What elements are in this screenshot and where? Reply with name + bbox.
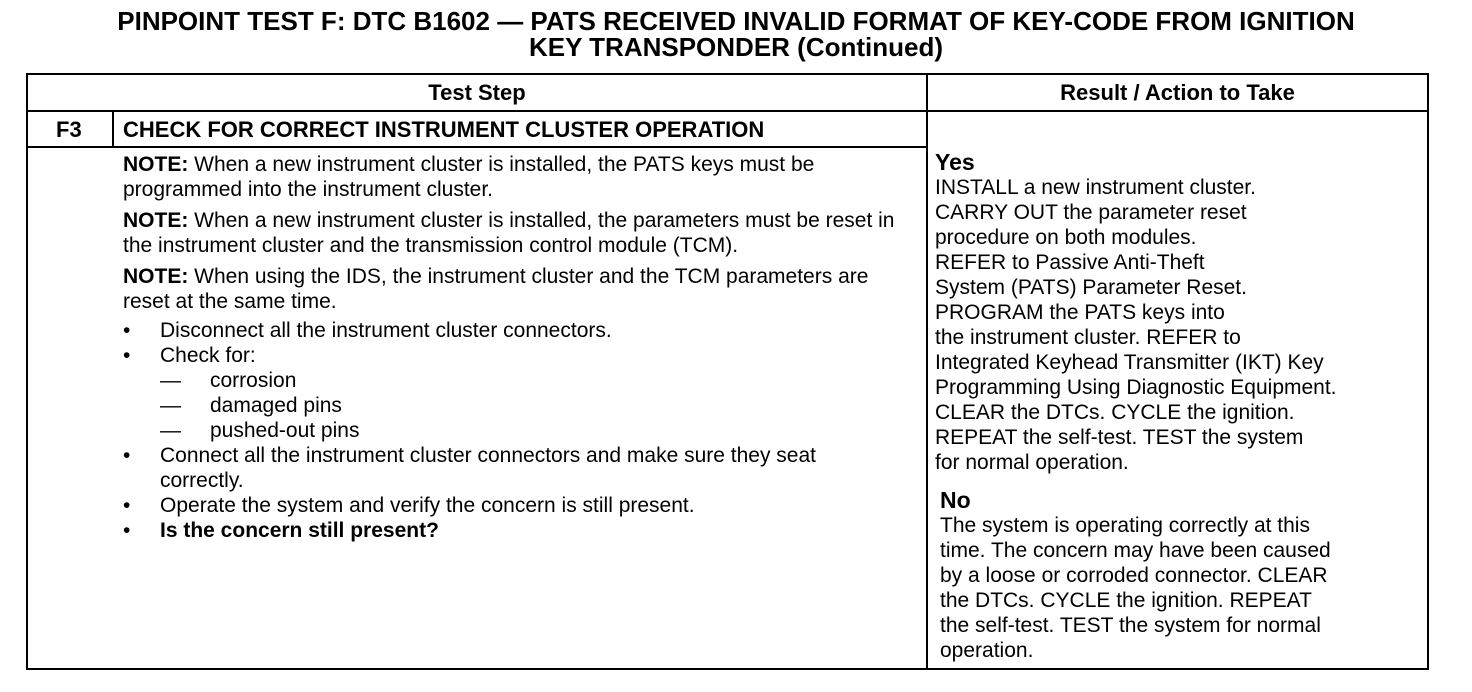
page-title (0, 8, 1472, 60)
result-line: Programming Using Diagnostic Equipment. (935, 376, 1337, 399)
bullet-text: Disconnect all the instrument cluster connectors. (160, 319, 612, 342)
result-line: operation. (940, 639, 1034, 662)
dash-text: damaged pins (210, 394, 342, 417)
note-text: When a new instrument cluster is installed, the parameters must be reset in the instrument cluster and the transmission control module (TCM). (123, 209, 895, 257)
dash-icon: — (160, 369, 181, 392)
dash-text: pushed-out pins (210, 419, 360, 442)
dash-item (123, 368, 913, 393)
dash-item (123, 418, 913, 443)
note-label: NOTE: (123, 265, 189, 288)
dash-item (123, 393, 913, 418)
title-line-1: PINPOINT TEST F: DTC B1602 — PATS RECEIVED INVALID FORMAT OF KEY-CODE FROM IGNITION (117, 6, 1355, 36)
dash-icon: — (160, 394, 181, 417)
header-divider (26, 110, 1429, 112)
result-line: the instrument cluster. REFER to (935, 326, 1241, 349)
title-line-2: KEY TRANSPONDER (Continued) (528, 32, 944, 62)
result-line: time. The concern may have been caused (940, 539, 1331, 562)
column-divider (926, 73, 928, 670)
bullet-text: Connect all the instrument cluster connectors and make sure they seat correctly. (160, 444, 817, 492)
result-line: CARRY OUT the parameter reset (935, 201, 1247, 224)
header-result-action: Result / Action to Take (1060, 80, 1295, 105)
result-line: procedure on both modules. (935, 226, 1197, 249)
result-line: PROGRAM the PATS keys into (935, 301, 1225, 324)
result-no (940, 487, 1425, 663)
note-label: NOTE: (123, 153, 189, 176)
result-yes (935, 149, 1425, 475)
result-line: System (PATS) Parameter Reset. (935, 276, 1247, 299)
bullet-icon: • (123, 444, 131, 467)
bullet-text: Operate the system and verify the concern is still present. (160, 494, 695, 517)
result-line: INSTALL a new instrument cluster. (935, 176, 1256, 199)
note-text: When using the IDS, the instrument cluster and the TCM parameters are reset at the same time. (123, 265, 869, 313)
result-line: REPEAT the self-test. TEST the system (935, 426, 1304, 449)
step-id: F3 (56, 117, 82, 142)
dash-icon: — (160, 419, 181, 442)
dash-text: corrosion (210, 369, 297, 392)
note-label: NOTE: (123, 209, 189, 232)
bullet-item-question (123, 518, 913, 543)
result-line: for normal operation. (935, 451, 1129, 474)
result-line: the DTCs. CYCLE the ignition. REPEAT (940, 589, 1312, 612)
result-line: Integrated Keyhead Transmitter (IKT) Key (935, 351, 1324, 374)
result-line: The system is operating correctly at this (940, 514, 1310, 537)
no-label: No (940, 487, 971, 513)
bullet-icon: • (123, 494, 131, 517)
bullet-icon: • (123, 319, 131, 342)
note-3 (123, 264, 913, 314)
bullet-item (123, 343, 913, 368)
bullet-text: Check for: (160, 344, 256, 367)
result-line: the self-test. TEST the system for normal (940, 614, 1321, 637)
note-text: When a new instrument cluster is installed, the PATS keys must be programmed into the instrument cluster. (123, 153, 815, 201)
result-line: REFER to Passive Anti-Theft (935, 251, 1205, 274)
test-step-body (123, 152, 913, 543)
bullet-icon: • (123, 519, 131, 542)
result-line: CLEAR the DTCs. CYCLE the ignition. (935, 401, 1295, 424)
bullet-text: Is the concern still present? (160, 519, 439, 542)
bullet-icon: • (123, 344, 131, 367)
bullet-item (123, 318, 913, 343)
bullet-item (123, 493, 913, 518)
step-title: CHECK FOR CORRECT INSTRUMENT CLUSTER OPERATION (123, 117, 765, 142)
step-id-divider (112, 110, 114, 147)
note-2 (123, 208, 913, 258)
note-1 (123, 152, 913, 202)
header-test-step: Test Step (428, 80, 526, 105)
yes-label: Yes (935, 149, 975, 175)
result-line: by a loose or corroded connector. CLEAR (940, 564, 1328, 587)
bullet-item (123, 443, 890, 493)
step-title-divider (26, 146, 927, 148)
